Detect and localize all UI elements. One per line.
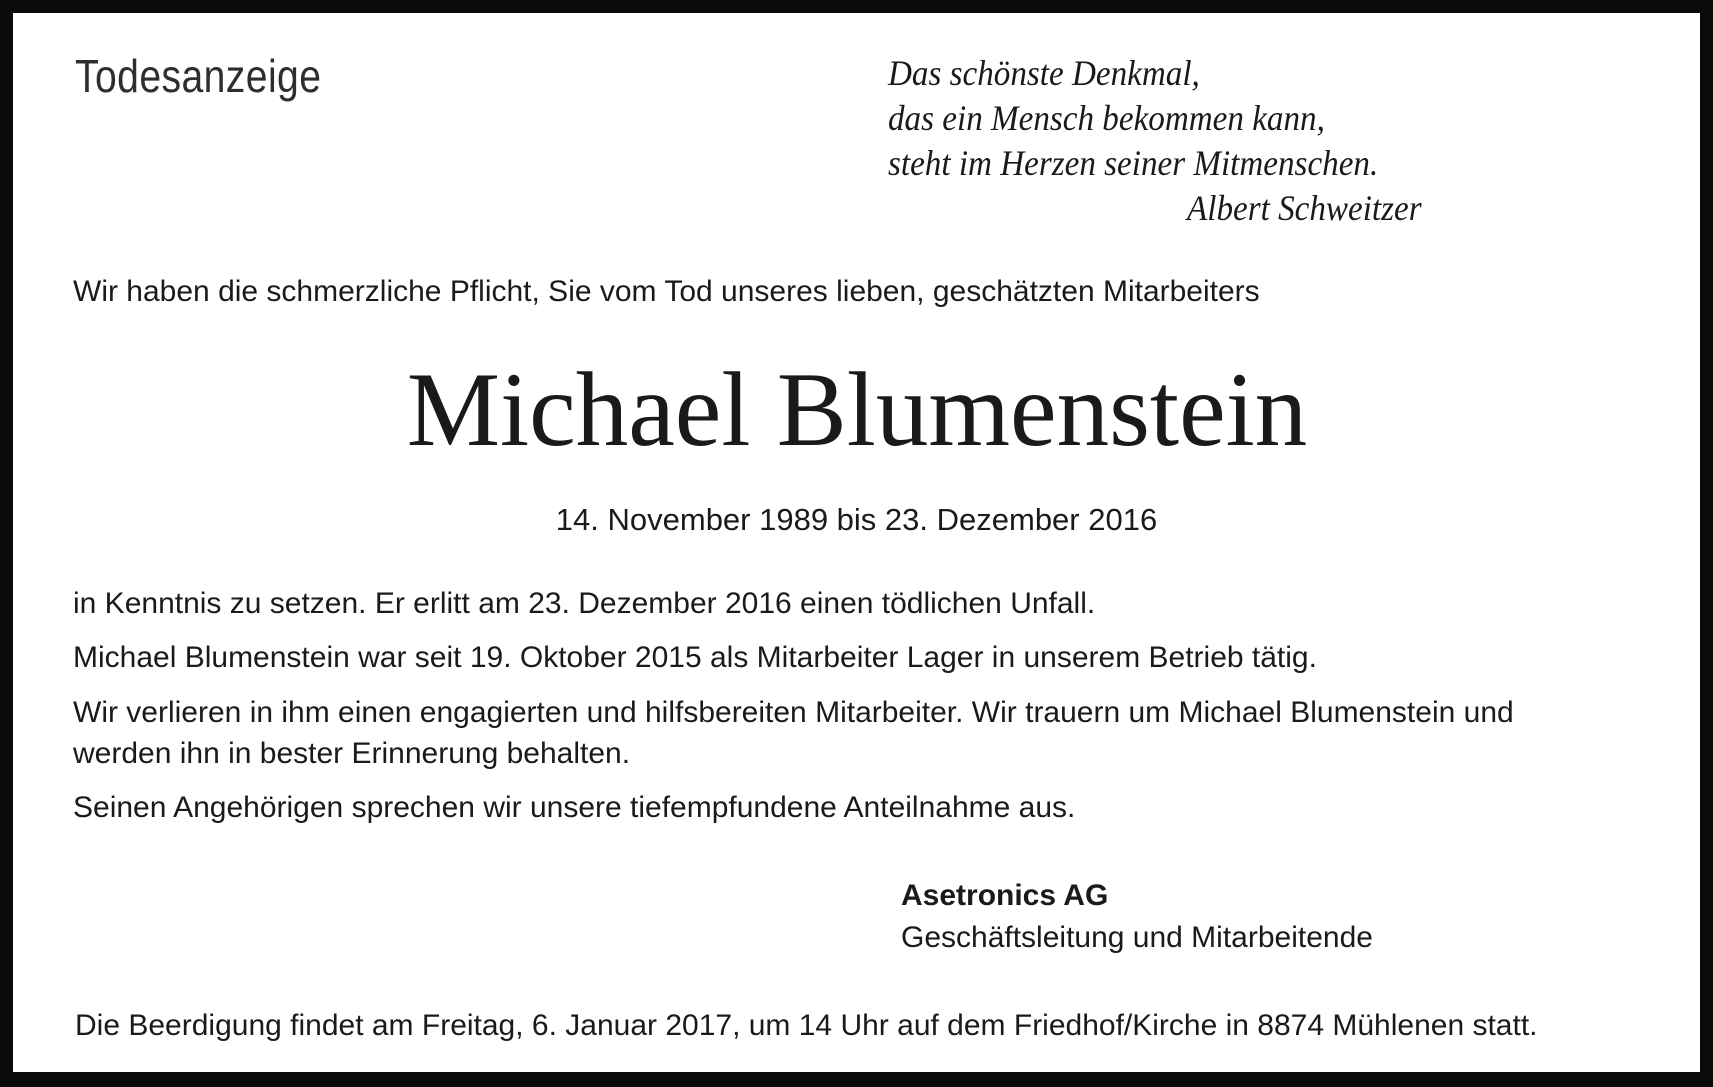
memorial-quote	[888, 51, 1422, 231]
body-paragraph-line: Seinen Angehörigen sprechen wir unsere tiefempfundene Anteilnahme aus.	[73, 791, 1076, 824]
intro-sentence: Wir haben die schmerzliche Pflicht, Sie vom Tod unseres lieben, geschätzten Mitarbeiters	[73, 275, 1260, 308]
deceased-name: Michael Blumenstein	[406, 351, 1307, 468]
body-paragraph-line: Wir verlieren in ihm einen engagierten und hilfsbereiten Mitarbeiter. Wir trauern um Michael Blumenstein und	[73, 696, 1514, 729]
body-paragraph	[73, 637, 1317, 678]
body-paragraph-line: in Kenntnis zu setzen. Er erlitt am 23. Dezember 2016 einen tödlichen Unfall.	[73, 587, 1096, 620]
quote-line: Das schönste Denkmal,	[888, 53, 1200, 93]
quote-attribution: Albert Schweitzer	[1187, 188, 1422, 228]
signature-block	[901, 875, 1373, 959]
deceased-life-dates: 14. November 1989 bis 23. Dezember 2016	[555, 502, 1158, 537]
signature-subline: Geschäftsleitung und Mitarbeitende	[901, 921, 1373, 954]
signature-company: Asetronics AG	[901, 879, 1109, 912]
masthead-label: Todesanzeige	[75, 50, 322, 102]
quote-line: steht im Herzen seiner Mitmenschen.	[888, 143, 1379, 183]
body-paragraph-line: werden ihn in bester Erinnerung behalten.	[73, 737, 631, 770]
quote-line: das ein Mensch bekommen kann,	[888, 98, 1325, 138]
body-paragraph	[73, 787, 1075, 828]
body-paragraph-line: Michael Blumenstein war seit 19. Oktober 2015 als Mitarbeiter Lager in unserem Betrieb tätig.	[73, 641, 1317, 674]
body-paragraph	[73, 583, 1095, 624]
funeral-notice: Die Beerdigung findet am Freitag, 6. Januar 2017, um 14 Uhr auf dem Friedhof/Kirche in 8874 Mühlenen statt.	[75, 1009, 1538, 1042]
body-paragraph	[73, 692, 1514, 774]
